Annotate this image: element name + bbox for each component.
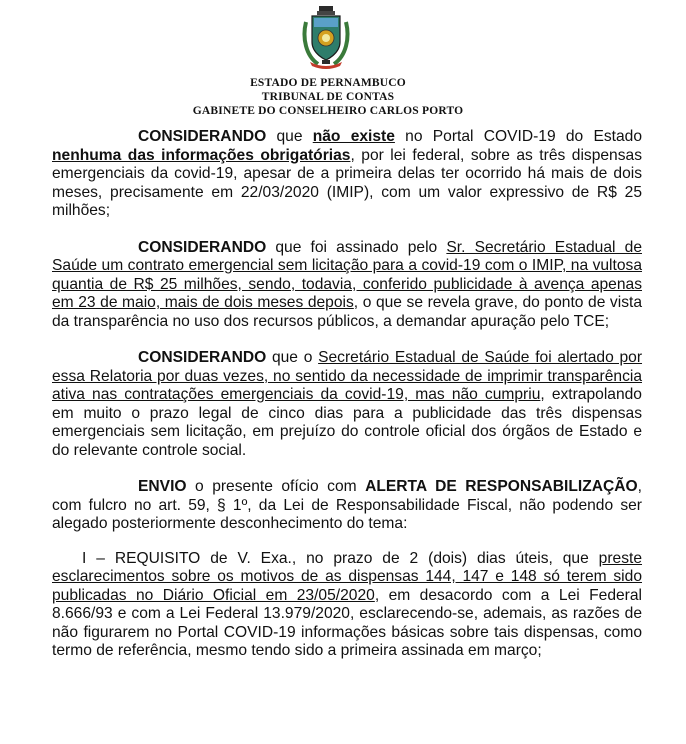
text-run: , o que se revela grave, do ponto de vista da transparência no uso dos recursos públicos, a demandar apuração pelo TCE; xyxy=(52,294,642,330)
emphasis-text: nenhuma das informações obrigatórias xyxy=(52,146,351,164)
header-state: ESTADO DE PERNAMBUCO xyxy=(250,77,406,89)
text-run: no Portal COVID-19 do Estado xyxy=(394,128,643,145)
paragraph-considerando-1 xyxy=(52,128,642,221)
lead-term: CONSIDERANDO xyxy=(138,349,267,366)
paragraph-requisito xyxy=(52,550,642,661)
text-run: que o xyxy=(266,349,319,366)
underlined-text: Sr. Secretário Estadual de Saúde um contrato emergencial sem licitação para a covid-19 com o IMIP, na vultosa quantia de R$ 25 milhões, sendo, todavia, conferido publicidade à avença apenas em 23 de maio, mais de dois meses depois xyxy=(52,238,642,311)
text-run: que xyxy=(266,128,313,145)
lead-term: ENVIO xyxy=(138,478,187,495)
underlined-text: Secretário Estadual de Saúde foi alertado por essa Relatoria por duas vezes, no sentido da necessidade de imprimir transparência ativa nas contratações emergenciais da covid-19, mas não cumpriu xyxy=(52,349,643,403)
lead-term: CONSIDERANDO xyxy=(138,238,267,256)
underlined-text: preste esclarecimentos sobre os motivos de as dispensas 144, 147 e 148 só terem sido publicadas no Diário Oficial em 23/05/2020 xyxy=(52,549,642,604)
paragraph-envio xyxy=(52,478,642,534)
alert-text: ALERTA DE RESPONSABILIZAÇÃO xyxy=(365,478,638,495)
text-run: , em desacordo com a Lei Federal 8.666/93 e com a Lei Federal 13.979/2020, esclarecendo-se, ademais, as razões de não figurarem no Portal COVID-19 informações básicas sobre tais dispensas, como termo de referência, mesmo tendo sido a primeira assinada em março; xyxy=(52,586,643,659)
text-run: , por lei federal, sobre as três dispensas emergenciais da covid-19, apesar de a primeira delas ter ocorrido há mais de dois meses, precisamente em 22/03/2020 (IMIP), com um valor expressivo de R$ 25 milhões; xyxy=(52,146,642,219)
text-run: que foi assinado pelo xyxy=(266,238,447,256)
paragraph-considerando-2 xyxy=(52,239,642,332)
lead-term: CONSIDERANDO xyxy=(138,128,267,145)
text-run: , extrapolando em muito o prazo legal de cinco dias para a publicidade das três dispensas emergenciais sem licitação, em prejuízo do controle oficial dos órgãos de Estado e do relevante controle social. xyxy=(52,386,642,459)
text-run: I – REQUISITO de V. Exa., no prazo de 2 (dois) dias úteis, que xyxy=(82,549,599,567)
emphasis-text: não existe xyxy=(312,128,395,145)
paragraph-considerando-3 xyxy=(52,349,642,460)
text-run: o presente ofício com xyxy=(186,478,366,495)
header-tribunal: TRIBUNAL DE CONTAS xyxy=(261,91,395,103)
pernambuco-coat-of-arms-icon xyxy=(300,4,352,70)
document-body xyxy=(52,128,642,679)
text-run: , com fulcro no art. 59, § 1º, da Lei de Responsabilidade Fiscal, não podendo ser alegado posteriormente desconhecimento do tema: xyxy=(52,478,643,532)
header-gabinete: GABINETE DO CONSELHEIRO CARLOS PORTO xyxy=(192,105,464,117)
